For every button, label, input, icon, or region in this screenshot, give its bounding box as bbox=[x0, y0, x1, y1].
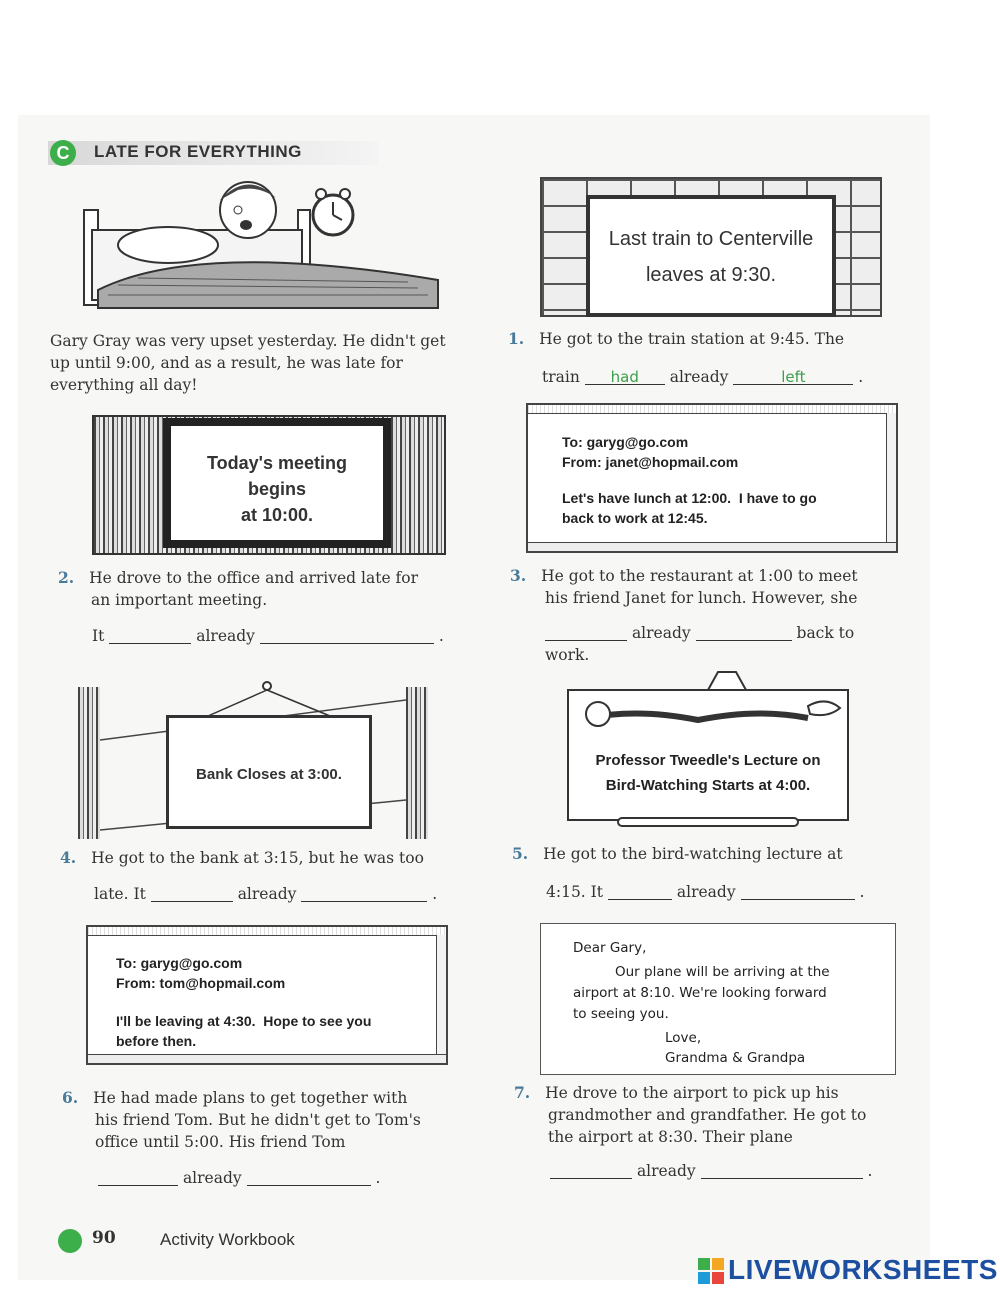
period: . bbox=[859, 883, 865, 901]
gary-in-bed-illustration bbox=[78, 170, 448, 310]
question-number: 3. bbox=[510, 566, 527, 585]
lecture-sign-line-2: Bird-Watching Starts at 4:00. bbox=[605, 777, 811, 794]
answer-input[interactable] bbox=[550, 1162, 632, 1180]
question-text-line-1: He drove to the office and arrived late for bbox=[89, 569, 419, 587]
answer-input[interactable] bbox=[98, 1169, 178, 1187]
answer-word: already bbox=[636, 1162, 696, 1180]
answer-input[interactable] bbox=[696, 624, 792, 642]
answer-word: already bbox=[182, 1169, 242, 1187]
question-5-answer-line bbox=[546, 881, 926, 903]
letter-line-3: to seeing you. bbox=[573, 1006, 669, 1022]
answer-blank-1[interactable] bbox=[585, 368, 665, 385]
answer-blank-2[interactable] bbox=[696, 624, 792, 641]
letter-greeting: Dear Gary, bbox=[573, 940, 647, 956]
question-2 bbox=[58, 567, 478, 611]
letter-closing: Love, bbox=[665, 1030, 702, 1046]
question-text-line-2: his friend Janet for lunch. However, she bbox=[545, 589, 858, 607]
answer-blank-1[interactable] bbox=[151, 885, 233, 902]
answer-input[interactable] bbox=[733, 368, 853, 386]
answer-input[interactable] bbox=[109, 627, 191, 645]
window-bottom-scrollbar[interactable] bbox=[88, 1054, 446, 1063]
email-from: From: janet@hopmail.com bbox=[562, 454, 739, 470]
question-6-answer-line bbox=[98, 1167, 478, 1189]
train-sign-line-1: Last train to Centerville bbox=[608, 228, 814, 250]
question-text-line-3: office until 5:00. His friend Tom bbox=[95, 1133, 346, 1151]
question-text-line-1: He got to the restaurant at 1:00 to meet bbox=[541, 567, 858, 585]
window-scrollbar[interactable] bbox=[436, 935, 446, 1055]
meeting-sign bbox=[163, 418, 391, 548]
question-5 bbox=[512, 843, 922, 865]
question-2-answer-line bbox=[92, 625, 472, 647]
period: . bbox=[858, 368, 864, 386]
question-text: He got to the bank at 3:15, but he was too bbox=[91, 849, 424, 867]
answer-word: work. bbox=[545, 646, 590, 664]
liveworksheets-logo-text[interactable]: LIVEWORKSHEETS bbox=[728, 1254, 998, 1285]
question-text-line-2: an important meeting. bbox=[91, 591, 268, 609]
meeting-sign-line-2: begins bbox=[247, 479, 306, 499]
email-to: To: garyg@go.com bbox=[562, 434, 689, 450]
answer-blank-2[interactable] bbox=[301, 885, 427, 902]
meeting-sign-line-3: at 10:00. bbox=[240, 505, 314, 525]
workbook-page bbox=[18, 115, 930, 1280]
answer-word: It bbox=[92, 627, 105, 645]
answer-word: train bbox=[542, 368, 580, 386]
email-body-line-1: I'll be leaving at 4:30. Hope to see you bbox=[116, 1013, 372, 1029]
answer-input[interactable] bbox=[301, 885, 427, 903]
question-text-line-2: his friend Tom. But he didn't get to Tom's bbox=[95, 1111, 421, 1129]
answer-blank-1[interactable] bbox=[608, 883, 672, 900]
question-4-answer-line bbox=[94, 883, 474, 905]
question-1 bbox=[508, 328, 908, 350]
question-text: He got to the bird-watching lecture at bbox=[543, 845, 843, 863]
question-1-answer-line bbox=[542, 366, 922, 388]
period: . bbox=[867, 1162, 873, 1180]
answer-input[interactable] bbox=[151, 885, 233, 903]
intro-paragraph: Gary Gray was very upset yesterday. He didn't get up until 9:00, and as a result, he was late for everything all day! bbox=[50, 332, 446, 394]
wall-post-right bbox=[406, 687, 428, 839]
email-body-line-2: before then. bbox=[116, 1033, 197, 1049]
train-sign bbox=[586, 195, 836, 317]
answer-blank-1[interactable] bbox=[98, 1169, 178, 1186]
email-body-line-2: back to work at 12:45. bbox=[562, 510, 708, 526]
question-number: 6. bbox=[62, 1088, 79, 1107]
answer-blank-2[interactable] bbox=[260, 627, 434, 644]
page-number: 90 bbox=[92, 1228, 116, 1248]
answer-word: already bbox=[196, 627, 255, 645]
question-text-line-2: grandmother and grandfather. He got to bbox=[548, 1106, 867, 1124]
bank-sign: Bank Closes at 3:00. bbox=[166, 715, 372, 829]
answer-word: already bbox=[676, 883, 736, 901]
question-6 bbox=[62, 1087, 482, 1153]
answer-input[interactable] bbox=[247, 1169, 371, 1187]
answer-blank-2[interactable] bbox=[247, 1169, 371, 1186]
answer-input[interactable] bbox=[741, 883, 855, 901]
answer-blank-1[interactable] bbox=[550, 1162, 632, 1179]
email-from: From: tom@hopmail.com bbox=[116, 975, 286, 991]
answer-blank-2[interactable] bbox=[733, 368, 853, 385]
book-title: Activity Workbook bbox=[160, 1230, 295, 1249]
answer-input[interactable] bbox=[545, 624, 627, 642]
question-number: 5. bbox=[512, 844, 529, 863]
period: . bbox=[375, 1169, 381, 1187]
answer-word: 4:15. It bbox=[546, 883, 604, 901]
answer-blank-2[interactable] bbox=[701, 1162, 863, 1179]
email-body-line-1: Let's have lunch at 12:00. I have to go bbox=[562, 490, 817, 506]
answer-input[interactable] bbox=[585, 368, 665, 386]
window-bottom-scrollbar[interactable] bbox=[528, 542, 896, 551]
section-title: LATE FOR EVERYTHING bbox=[94, 142, 302, 161]
lecture-sign-line-1: Professor Tweedle's Lecture on bbox=[595, 752, 821, 769]
answer-blank-1[interactable] bbox=[109, 627, 191, 644]
wall-post-left bbox=[78, 687, 100, 839]
question-text: He got to the train station at 9:45. The bbox=[539, 330, 845, 348]
section-letter-badge: C bbox=[50, 140, 76, 166]
period: . bbox=[438, 627, 444, 645]
question-4 bbox=[60, 847, 480, 869]
question-number: 7. bbox=[514, 1083, 531, 1102]
lecture-sign-text bbox=[572, 748, 844, 798]
question-number: 4. bbox=[60, 848, 77, 867]
answer-word: late. It bbox=[94, 885, 146, 903]
answer-word: already bbox=[237, 885, 297, 903]
liveworksheets-logo-icon bbox=[698, 1258, 724, 1284]
window-scrollbar[interactable] bbox=[886, 413, 896, 543]
question-3 bbox=[510, 565, 920, 609]
period: . bbox=[432, 885, 438, 903]
email-window-janet bbox=[526, 403, 898, 553]
answer-input[interactable] bbox=[701, 1162, 863, 1180]
answer-blank-1[interactable] bbox=[545, 624, 627, 641]
question-text-line-1: He drove to the airport to pick up his bbox=[545, 1084, 839, 1102]
question-3-answer-line bbox=[545, 622, 925, 666]
letter-signature: Grandma & Grandpa bbox=[665, 1050, 806, 1066]
email-window-tom bbox=[86, 925, 448, 1065]
question-text-line-1: He had made plans to get together with bbox=[93, 1089, 408, 1107]
question-7 bbox=[514, 1082, 924, 1148]
page-number-dot bbox=[58, 1229, 82, 1253]
question-7-answer-line bbox=[550, 1160, 930, 1182]
window-title-bar bbox=[528, 405, 896, 414]
grandparents-letter bbox=[540, 923, 896, 1075]
question-number: 2. bbox=[58, 568, 75, 587]
answer-word: back to bbox=[796, 624, 855, 642]
letter-line-2: airport at 8:10. We're looking forward bbox=[573, 985, 827, 1001]
question-text-line-3: the airport at 8:30. Their plane bbox=[548, 1128, 793, 1146]
letter-line-1: Our plane will be arriving at the bbox=[615, 964, 830, 980]
answer-word: already bbox=[631, 624, 691, 642]
email-to: To: garyg@go.com bbox=[116, 955, 243, 971]
answer-input[interactable] bbox=[608, 883, 672, 901]
train-sign-line-2: leaves at 9:30. bbox=[645, 264, 777, 286]
answer-input[interactable] bbox=[260, 627, 434, 645]
answer-word: already bbox=[669, 368, 729, 386]
question-number: 1. bbox=[508, 329, 525, 348]
meeting-sign-line-1: Today's meeting bbox=[207, 453, 347, 473]
answer-blank-2[interactable] bbox=[741, 883, 855, 900]
window-title-bar bbox=[88, 927, 446, 936]
